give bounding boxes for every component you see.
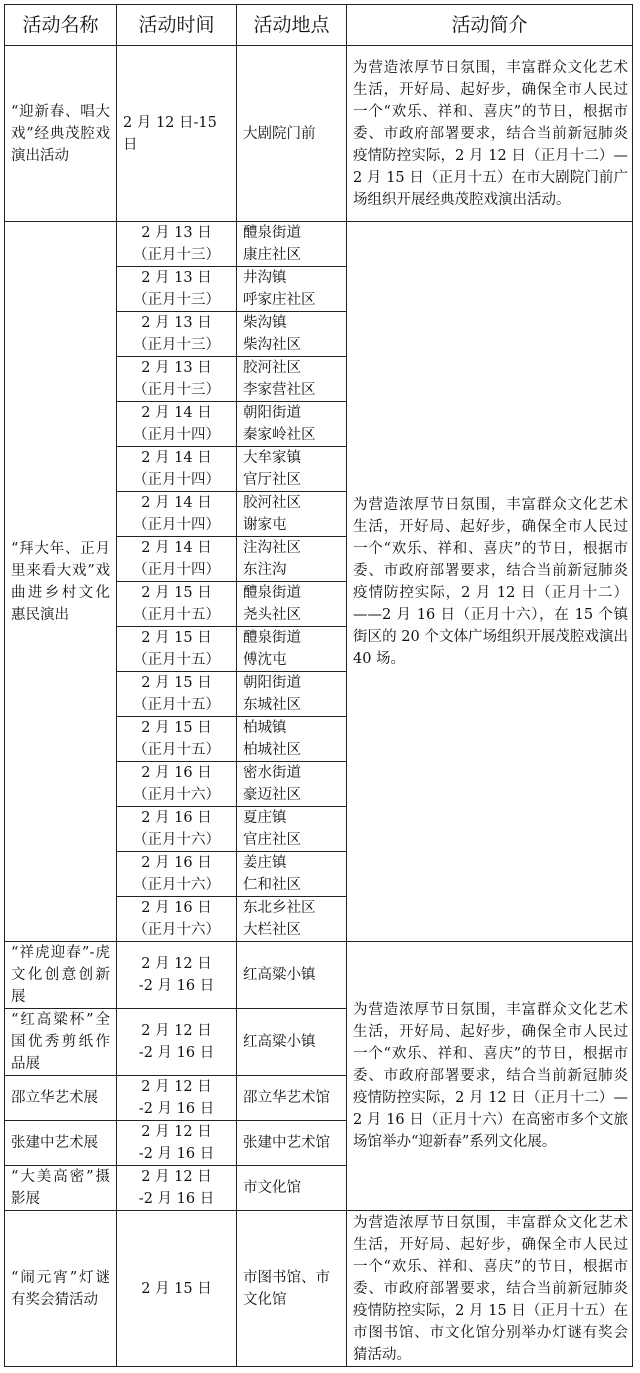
table-row-opera-performance xyxy=(5,46,633,222)
exhibition-place: 红高粱小镇 xyxy=(237,942,347,1009)
show-site: 康庄社区 xyxy=(243,247,301,263)
show-town: 夏庄镇 xyxy=(243,810,287,826)
show-lunar-date: （正月十三） xyxy=(133,292,220,308)
show-time xyxy=(117,852,237,897)
show-time xyxy=(117,717,237,762)
show-lunar-date: （正月十三） xyxy=(133,337,220,353)
show-time xyxy=(117,672,237,717)
show-town: 醴泉街道 xyxy=(243,585,301,601)
show-place xyxy=(237,762,347,807)
show-date: 2 月 16 日 xyxy=(141,900,212,916)
show-time xyxy=(117,582,237,627)
exhibition-time xyxy=(117,1076,237,1121)
show-town: 柏城镇 xyxy=(243,720,287,736)
exhibition-place: 张建中艺术馆 xyxy=(237,1121,347,1166)
table-row-lantern-riddles xyxy=(5,1211,633,1367)
exhibition-name: “红高粱杯”全国优秀剪纸作品展 xyxy=(5,1009,117,1076)
activity-place: 市图书馆、市文化馆 xyxy=(237,1211,347,1367)
show-site: 柴沟社区 xyxy=(243,337,301,353)
show-lunar-date: （正月十四） xyxy=(133,427,220,443)
show-town: 朝阳街道 xyxy=(243,405,301,421)
exhibition-end-date: -2 月 16 日 xyxy=(138,1045,215,1061)
show-town: 胶河社区 xyxy=(243,360,301,376)
exhibition-start-date: 2 月 12 日 xyxy=(141,956,212,972)
show-time xyxy=(117,402,237,447)
show-date: 2 月 16 日 xyxy=(141,810,212,826)
show-place xyxy=(237,717,347,762)
exhibition-end-date: -2 月 16 日 xyxy=(138,978,215,994)
show-date: 2 月 13 日 xyxy=(141,360,212,376)
show-place xyxy=(237,582,347,627)
table-row-exhibition xyxy=(5,942,633,1009)
show-site: 秦家岭社区 xyxy=(243,427,316,443)
show-town: 柴沟镇 xyxy=(243,315,287,331)
header-activity-place: 活动地点 xyxy=(237,5,347,46)
exhibition-desc: 为营造浓厚节日氛围，丰富群众文化艺术生活，开好局、起好步，确保全市人民过一个“欢乐、祥和、喜庆”的节日，根据市委、市政府部署要求，结合当前新冠肺炎疫情防控实际，2 月 12 日（正月十二）—2 月 16 日（正月十六）在高密市多个文旅场馆举办“迎新春”系列文化展。 xyxy=(347,942,633,1211)
show-date: 2 月 15 日 xyxy=(141,630,212,646)
activity-place: 大剧院门前 xyxy=(237,46,347,222)
exhibition-time xyxy=(117,1166,237,1211)
show-site: 大栏社区 xyxy=(243,922,301,938)
show-place xyxy=(237,627,347,672)
show-place xyxy=(237,447,347,492)
show-place xyxy=(237,402,347,447)
show-date: 2 月 13 日 xyxy=(141,225,212,241)
header-activity-name: 活动名称 xyxy=(5,5,117,46)
show-site: 柏城社区 xyxy=(243,742,301,758)
show-lunar-date: （正月十六） xyxy=(133,877,220,893)
show-date: 2 月 16 日 xyxy=(141,855,212,871)
show-site: 呼家庄社区 xyxy=(243,292,316,308)
header-activity-desc: 活动简介 xyxy=(347,5,633,46)
table-row-village-show xyxy=(5,222,633,267)
show-place xyxy=(237,897,347,942)
show-date: 2 月 14 日 xyxy=(141,405,212,421)
show-time xyxy=(117,492,237,537)
activity-table xyxy=(4,4,633,1367)
show-time xyxy=(117,447,237,492)
show-town: 东北乡社区 xyxy=(243,900,316,916)
show-lunar-date: （正月十五） xyxy=(133,652,220,668)
show-town: 姜庄镇 xyxy=(243,855,287,871)
show-place xyxy=(237,357,347,402)
exhibition-place: 邵立华艺术馆 xyxy=(237,1076,347,1121)
exhibition-start-date: 2 月 12 日 xyxy=(141,1079,212,1095)
exhibition-end-date: -2 月 16 日 xyxy=(138,1191,215,1207)
show-site: 官厅社区 xyxy=(243,472,301,488)
exhibition-place: 红高粱小镇 xyxy=(237,1009,347,1076)
show-lunar-date: （正月十五） xyxy=(133,697,220,713)
activity-time: 2 月 12 日-15 日 xyxy=(117,46,237,222)
show-site: 李家营社区 xyxy=(243,382,316,398)
show-place xyxy=(237,312,347,357)
show-site: 东注沟 xyxy=(243,562,287,578)
show-date: 2 月 13 日 xyxy=(141,270,212,286)
show-site: 谢家屯 xyxy=(243,517,287,533)
show-time xyxy=(117,807,237,852)
show-place xyxy=(237,672,347,717)
show-site: 傅沈屯 xyxy=(243,652,287,668)
show-town: 密水街道 xyxy=(243,765,301,781)
show-lunar-date: （正月十三） xyxy=(133,247,220,263)
show-date: 2 月 15 日 xyxy=(141,675,212,691)
activity-time: 2 月 15 日 xyxy=(117,1211,237,1367)
exhibition-time xyxy=(117,1121,237,1166)
show-lunar-date: （正月十五） xyxy=(133,742,220,758)
show-town: 醴泉街道 xyxy=(243,225,301,241)
show-place xyxy=(237,267,347,312)
activity-name: “迎新春、唱大戏”经典茂腔戏演出活动 xyxy=(5,46,117,222)
exhibition-name: 邵立华艺术展 xyxy=(5,1076,117,1121)
show-place xyxy=(237,537,347,582)
show-date: 2 月 14 日 xyxy=(141,495,212,511)
show-time xyxy=(117,627,237,672)
show-site: 尧头社区 xyxy=(243,607,301,623)
show-date: 2 月 14 日 xyxy=(141,450,212,466)
show-lunar-date: （正月十四） xyxy=(133,562,220,578)
exhibition-start-date: 2 月 12 日 xyxy=(141,1124,212,1140)
show-site: 仁和社区 xyxy=(243,877,301,893)
show-site: 豪迈社区 xyxy=(243,787,301,803)
exhibition-name: “祥虎迎春”-虎文化创意创新展 xyxy=(5,942,117,1009)
show-lunar-date: （正月十五） xyxy=(133,607,220,623)
exhibition-time xyxy=(117,1009,237,1076)
show-place xyxy=(237,807,347,852)
header-row xyxy=(5,5,633,46)
show-date: 2 月 13 日 xyxy=(141,315,212,331)
show-lunar-date: （正月十六） xyxy=(133,832,220,848)
exhibition-start-date: 2 月 12 日 xyxy=(141,1169,212,1185)
show-time xyxy=(117,357,237,402)
activity-desc: 为营造浓厚节日氛围，丰富群众文化艺术生活，开好局、起好步，确保全市人民过一个“欢乐、祥和、喜庆”的节日，根据市委、市政府部署要求，结合当前新冠肺炎疫情防控实际，2 月 12 日（正月十二）—2 月 15 日（正月十五）在市大剧院门前广场组织开展经典茂腔戏演出活动。 xyxy=(347,46,633,222)
activity-name: “闹元宵”灯谜有奖会猜活动 xyxy=(5,1211,117,1367)
activity-name: “拜大年、正月里来看大戏”戏曲进乡村文化惠民演出 xyxy=(5,222,117,942)
show-date: 2 月 14 日 xyxy=(141,540,212,556)
show-site: 东城社区 xyxy=(243,697,301,713)
exhibition-name: “大美高密”摄影展 xyxy=(5,1166,117,1211)
activity-desc: 为营造浓厚节日氛围，丰富群众文化艺术生活，开好局、起好步，确保全市人民过一个“欢乐、祥和、喜庆”的节日，根据市委、市政府部署要求，结合当前新冠肺炎疫情防控实际，2 月 12 日（正月十二）——2 月 16 日（正月十六），在 15 个镇街区的 20 个文体广场组织开展茂腔戏演出 40 场。 xyxy=(347,222,633,942)
exhibition-end-date: -2 月 16 日 xyxy=(138,1146,215,1162)
show-lunar-date: （正月十三） xyxy=(133,382,220,398)
show-town: 醴泉街道 xyxy=(243,630,301,646)
show-time xyxy=(117,537,237,582)
show-lunar-date: （正月十四） xyxy=(133,517,220,533)
show-place xyxy=(237,492,347,537)
activity-desc: 为营造浓厚节日氛围，丰富群众文化艺术生活，开好局、起好步，确保全市人民过一个“欢乐、祥和、喜庆”的节日，根据市委、市政府部署要求，结合当前新冠肺炎疫情防控实际，2 月 15 日（正月十五）在市图书馆、市文化馆分别举办灯谜有奖会猜活动。 xyxy=(347,1211,633,1367)
show-town: 注沟社区 xyxy=(243,540,301,556)
exhibition-end-date: -2 月 16 日 xyxy=(138,1101,215,1117)
show-place xyxy=(237,222,347,267)
show-date: 2 月 15 日 xyxy=(141,585,212,601)
show-time xyxy=(117,897,237,942)
show-time xyxy=(117,312,237,357)
show-date: 2 月 15 日 xyxy=(141,720,212,736)
show-town: 胶河社区 xyxy=(243,495,301,511)
show-site: 官庄社区 xyxy=(243,832,301,848)
header-activity-time: 活动时间 xyxy=(117,5,237,46)
show-town: 朝阳街道 xyxy=(243,675,301,691)
show-lunar-date: （正月十六） xyxy=(133,787,220,803)
show-date: 2 月 16 日 xyxy=(141,765,212,781)
show-town: 井沟镇 xyxy=(243,270,287,286)
show-place xyxy=(237,852,347,897)
exhibition-place: 市文化馆 xyxy=(237,1166,347,1211)
show-time xyxy=(117,762,237,807)
show-time xyxy=(117,222,237,267)
show-time xyxy=(117,267,237,312)
exhibition-start-date: 2 月 12 日 xyxy=(141,1023,212,1039)
show-lunar-date: （正月十六） xyxy=(133,922,220,938)
exhibition-time xyxy=(117,942,237,1009)
exhibition-name: 张建中艺术展 xyxy=(5,1121,117,1166)
show-town: 大牟家镇 xyxy=(243,450,301,466)
show-lunar-date: （正月十四） xyxy=(133,472,220,488)
